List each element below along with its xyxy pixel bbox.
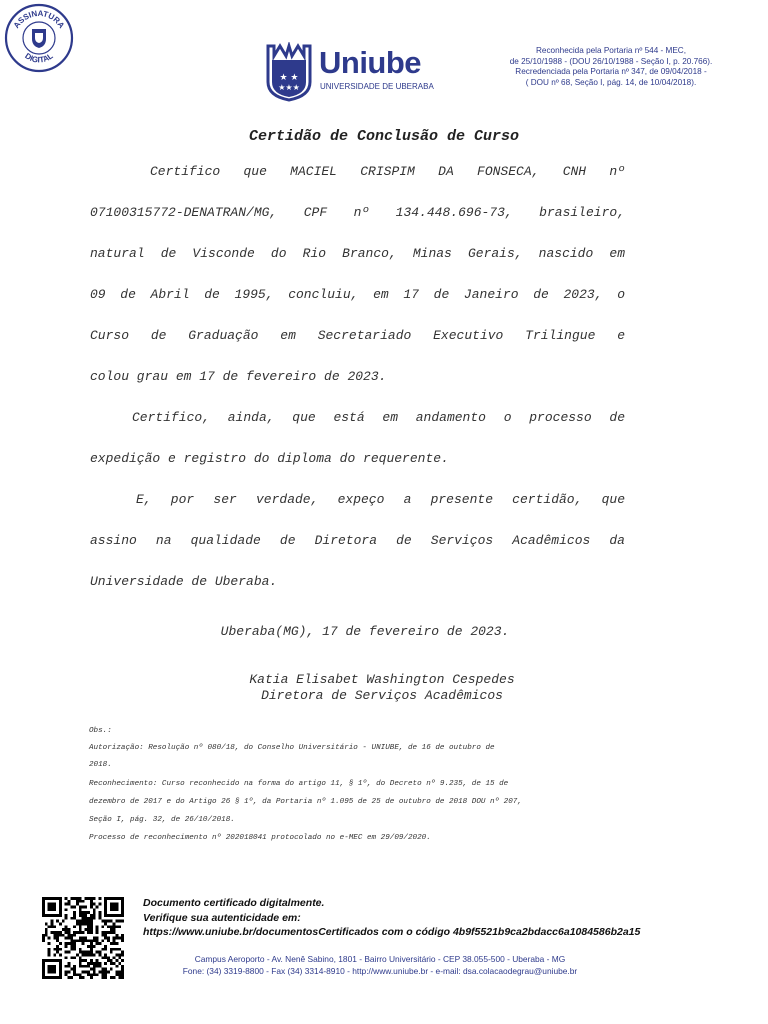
obs-line: 2018.: [89, 761, 112, 769]
signer-role: Diretora de Serviços Acadêmicos: [261, 688, 503, 703]
logo-wordmark: Uniube: [319, 45, 422, 80]
body-line: 07100315772-DENATRAN/MG, CPF nº 134.448.696-73, brasileiro,: [90, 205, 625, 220]
recognition-line: Recredenciada pela Portaria nº 347, de 09/04/2018 -: [515, 67, 707, 76]
body-line: 09 de Abril de 1995, concluiu, em 17 de Janeiro de 2023, o: [90, 287, 625, 302]
body-line: assino na qualidade de Diretora de Serviços Acadêmicos da: [90, 533, 625, 548]
logo-subtitle: UNIVERSIDADE DE UBERABA: [320, 82, 434, 91]
body-line: Certifico, ainda, que está em andamento o processo de: [132, 410, 625, 425]
recognition-line: Reconhecida pela Portaria nº 544 - MEC,: [536, 46, 686, 55]
svg-text:★★★: ★★★: [278, 83, 300, 92]
obs-line: Autorização: Resolução nº 080/18, do Conselho Universitário - UNIUBE, de 16 de outubro de: [89, 744, 495, 752]
signer-name: Katia Elisabet Washington Cespedes: [249, 672, 515, 687]
obs-line: Processo de reconhecimento nº 202018041 protocolado no e-MEC em 29/09/2020.: [89, 834, 431, 842]
certificate-verification: [143, 896, 640, 940]
obs-line: dezembro de 2017 e do Artigo 26 § 1º, da Portaria nº 1.095 de 25 de outubro de 2018 DOU nº 207,: [89, 798, 522, 806]
obs-line: Reconhecimento: Curso reconhecido na forma do artigo 11, § 1º, do Decreto nº 9.235, de 15 de: [89, 780, 509, 788]
signer-block: [0, 672, 764, 704]
qr-code[interactable]: [42, 897, 124, 979]
body-line: expedição e registro do diploma do requerente.: [90, 451, 449, 466]
shield-icon: [266, 42, 312, 102]
digital-signature-seal: [4, 3, 74, 73]
svg-text:★ ★: ★ ★: [279, 73, 299, 83]
recognition-line: ( DOU nº 68, Seção I, pág. 14, de 10/04/2018).: [525, 77, 697, 87]
verification-link[interactable]: https://www.uniube.br/documentosCertificados com o código 4b9f5521b9ca2bdacc6a1084586b2a15: [143, 926, 641, 938]
place-date: Uberaba(MG), 17 de fevereiro de 2023.: [220, 624, 510, 639]
body-line: E, por ser verdade, expeço a presente certidão, que: [136, 492, 625, 507]
body-line: Curso de Graduação em Secretariado Executivo Trilingue e: [90, 328, 625, 343]
body-line: natural de Visconde do Rio Branco, Minas Gerais, nascido em: [90, 246, 625, 261]
footer-address: [150, 953, 610, 977]
obs-line: Obs.:: [89, 727, 112, 735]
body-line: Universidade de Uberaba.: [90, 574, 278, 589]
cert-line: Documento certificado digitalmente.: [143, 897, 325, 909]
document-title: Certidão de Conclusão de Curso: [248, 128, 520, 145]
body-line: colou grau em 17 de fevereiro de 2023.: [90, 369, 387, 384]
recognition-info: [497, 46, 725, 88]
seal-top-text: ASSINATURA: [11, 8, 67, 30]
seal-bottom-text: DIGITAL: [23, 51, 55, 65]
cert-line: Verifique sua autenticidade em:: [143, 911, 301, 924]
address-line: Campus Aeroporto - Av. Nenê Sabino, 1801 - Bairro Universitário - CEP 38.055-500 - Uberaba - MG: [194, 954, 566, 964]
contact-line[interactable]: Fone: (34) 3319-8800 - Fax (34) 3314-8910 - http://www.uniube.br - e-mail: dsa.colacaodegrau@uniube.br: [182, 966, 578, 976]
recognition-line: de 25/10/1988 - (DOU 26/10/1988 - Seção I, p. 20.766).: [509, 56, 713, 66]
body-line: Certifico que MACIEL CRISPIM DA FONSECA, CNH nº: [150, 164, 625, 179]
uniube-logo: [266, 42, 434, 104]
obs-line: Seção I, pág. 32, de 26/10/2018.: [89, 816, 235, 824]
